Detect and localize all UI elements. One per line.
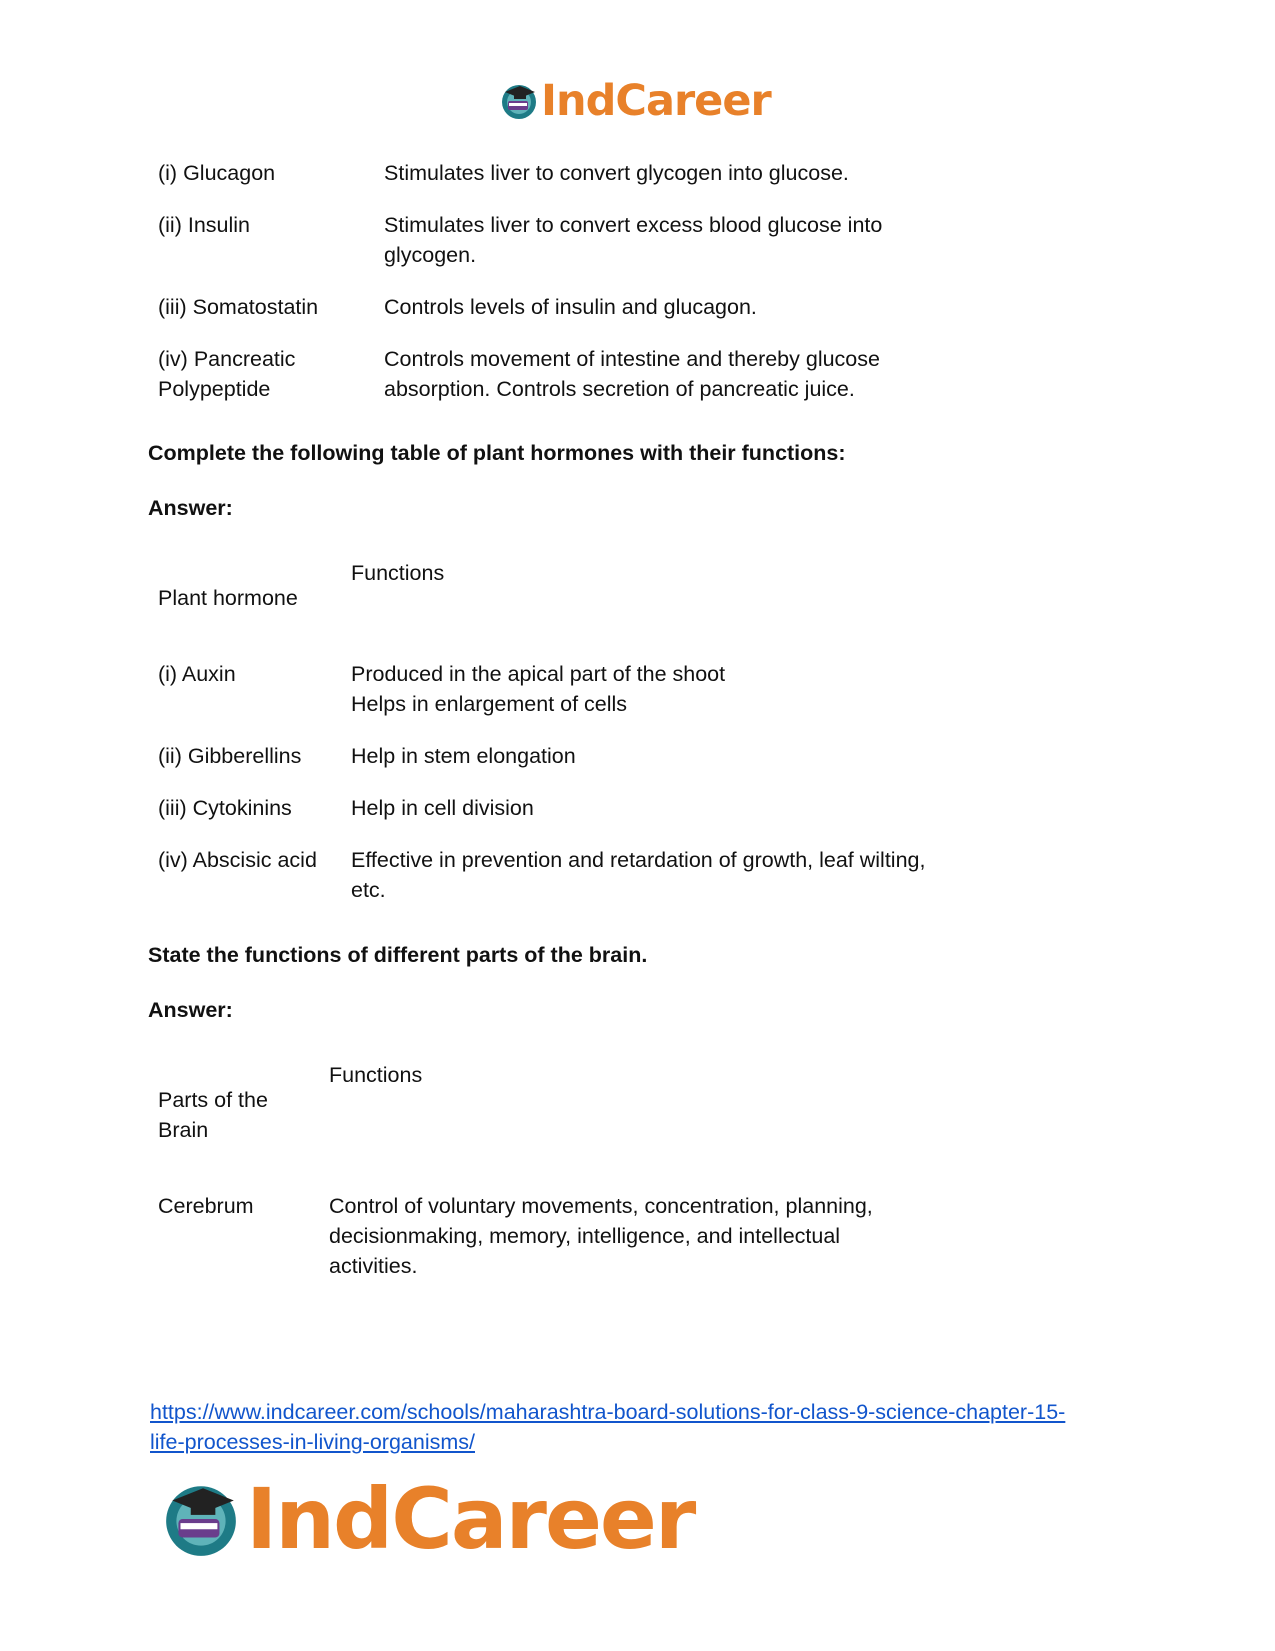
- table-cell-hormone: (iv) Abscisic acid: [158, 848, 317, 872]
- table-cell-function: activities.: [329, 1254, 418, 1278]
- table-header-plant-hormone: Plant hormone: [158, 586, 298, 610]
- table-cell-hormone: (ii) Gibberellins: [158, 744, 302, 768]
- table-cell-function: Controls movement of intestine and thereby glucose: [384, 347, 880, 371]
- table-header-functions: Functions: [351, 561, 445, 585]
- table-header-brain-part: Parts of the: [158, 1088, 268, 1112]
- table-cell-function: glycogen.: [384, 243, 477, 267]
- table-cell-function: etc.: [351, 878, 386, 902]
- table-cell-function: Stimulates liver to convert excess blood glucose into: [384, 213, 883, 237]
- question-brain: State the functions of different parts of the brain.: [148, 943, 648, 967]
- graduation-book-icon: [160, 1478, 242, 1560]
- table-cell-brain-part: Cerebrum: [158, 1194, 254, 1218]
- logo-text: IndCareer: [541, 76, 771, 126]
- table-cell-function: Effective in prevention and retardation of growth, leaf wilting,: [351, 848, 926, 872]
- source-link[interactable]: [150, 1397, 1065, 1457]
- table-cell-hormone: (iii) Somatostatin: [158, 295, 319, 319]
- table-cell-hormone: (iv) Pancreatic: [158, 347, 296, 371]
- table-cell-function: Controls levels of insulin and glucagon.: [384, 295, 757, 319]
- table-header-brain-part: Brain: [158, 1118, 209, 1142]
- table-cell-hormone: (ii) Insulin: [158, 213, 250, 237]
- graduation-book-icon: [499, 81, 539, 121]
- logo-text: IndCareer: [246, 1470, 695, 1568]
- table-cell-function: absorption. Controls secretion of pancreatic juice.: [384, 377, 855, 401]
- table-cell-function: Help in stem elongation: [351, 744, 576, 768]
- table-cell-hormone: (i) Glucagon: [158, 161, 276, 185]
- table-cell-function: decisionmaking, memory, intelligence, and intellectual: [329, 1224, 841, 1248]
- logo-top: [499, 76, 771, 126]
- table-cell-function: Produced in the apical part of the shoot: [351, 662, 726, 686]
- table-cell-hormone: Polypeptide: [158, 377, 271, 401]
- answer-label: Answer:: [148, 496, 233, 520]
- table-cell-function: Control of voluntary movements, concentration, planning,: [329, 1194, 873, 1218]
- source-link-line[interactable]: life-processes-in-living-organisms/: [150, 1430, 475, 1454]
- table-cell-function: Stimulates liver to convert glycogen into glucose.: [384, 161, 849, 185]
- table-cell-function: Helps in enlargement of cells: [351, 692, 628, 716]
- table-cell-hormone: (iii) Cytokinins: [158, 796, 292, 820]
- logo-bottom: [160, 1470, 694, 1568]
- answer-label: Answer:: [148, 998, 233, 1022]
- question-plant-hormones: Complete the following table of plant hormones with their functions:: [148, 441, 846, 465]
- table-cell-function: Help in cell division: [351, 796, 534, 820]
- source-link-line[interactable]: https://www.indcareer.com/schools/maharashtra-board-solutions-for-class-9-science-chapter-15-: [150, 1400, 1066, 1424]
- table-header-functions: Functions: [329, 1063, 423, 1087]
- table-cell-hormone: (i) Auxin: [158, 662, 236, 686]
